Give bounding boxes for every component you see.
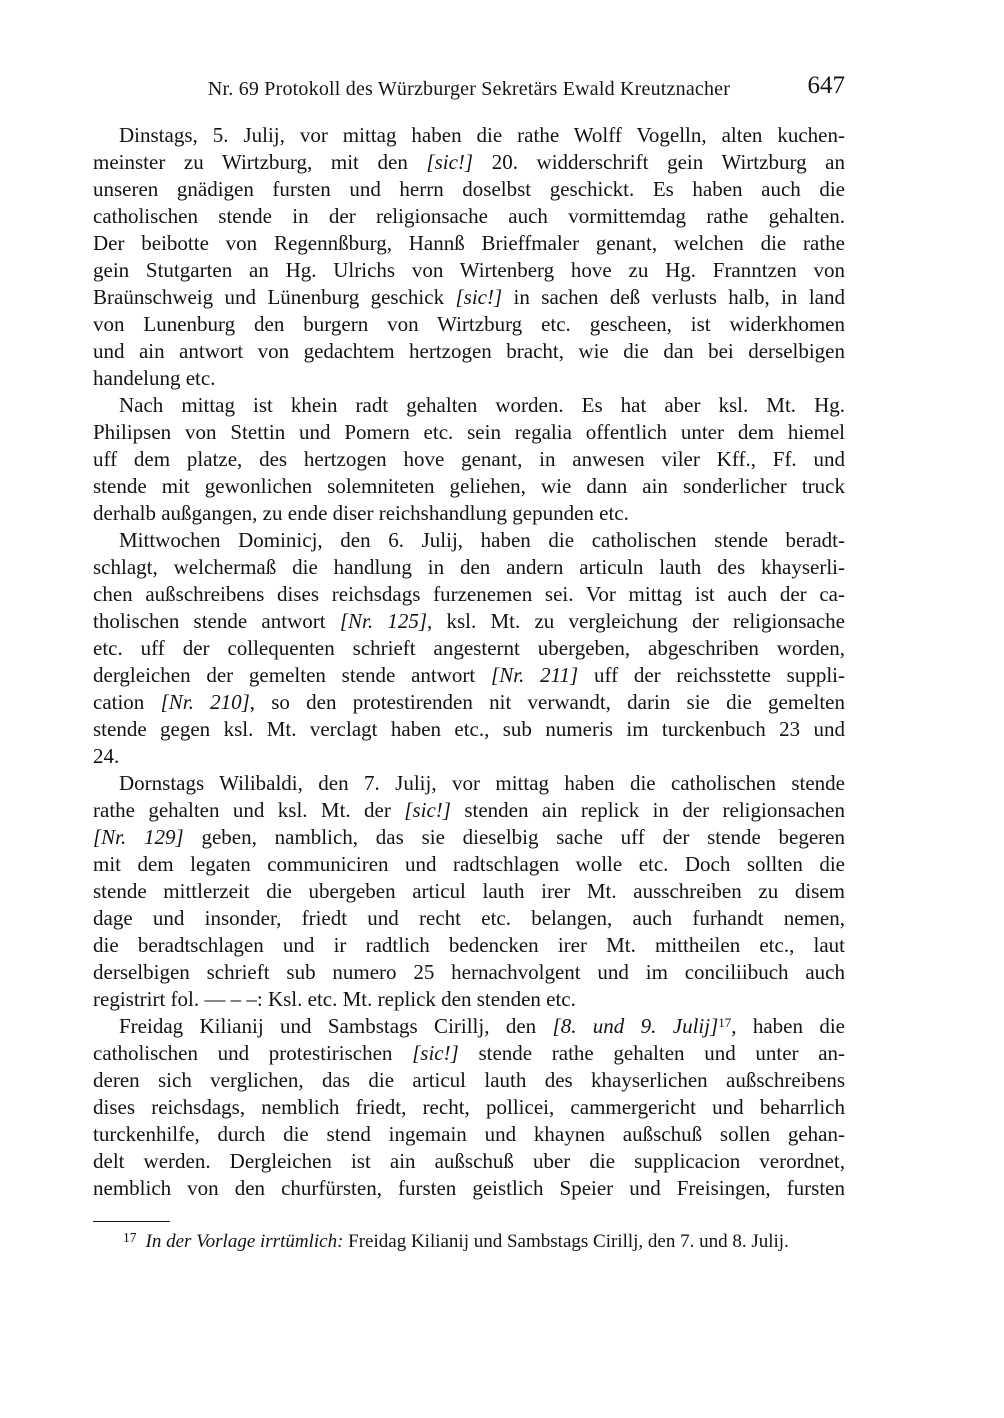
text-segment: turckenhilfe, durch die stend ingemain und khaynen außschuß sollen gehan-: [93, 1122, 845, 1146]
text-line: [93, 743, 845, 770]
text-segment: [sic!]: [404, 798, 451, 822]
text-segment: geben, namblich, das sie dieselbig sache uff der stende begeren: [183, 825, 845, 849]
text-segment: stende gegen ksl. Mt. verclagt haben etc., sub numeris im turckenbuch 23 und: [93, 717, 845, 741]
text-segment: uff dem platze, des hertzogen hove genant, in anwesen viler Kff., Ff. und: [93, 447, 845, 471]
text-line: [93, 230, 845, 257]
text-line: [93, 1175, 845, 1202]
text-segment: tholischen stende antwort: [93, 609, 340, 633]
text-line: [93, 851, 845, 878]
text-line: [93, 986, 845, 1013]
text-segment: uff der reichsstette suppli-: [578, 663, 845, 687]
footnote: [93, 1221, 845, 1254]
text-segment: mit dem legaten communiciren und radtschlagen wolle etc. Doch sollten die: [93, 852, 845, 876]
text-segment: Dinstags, 5. Julij, vor mittag haben die rathe Wolff Vogelln, alten kuchen-: [119, 123, 845, 147]
text-segment: nemblich von den churfürsten, fursten geistlich Speier und Freisingen, fursten: [93, 1176, 845, 1200]
footnote-reference: 17: [718, 1015, 732, 1030]
text-segment: In der Vorlage irrtümlich:: [145, 1231, 344, 1252]
text-line: [93, 554, 845, 581]
text-segment: , so den protestirenden nit verwandt, darin sie die gemelten: [249, 690, 845, 714]
text-line: [93, 581, 845, 608]
text-segment: [sic!]: [455, 285, 503, 309]
text-line: [93, 176, 845, 203]
page-number: 647: [807, 72, 845, 99]
text-line: [93, 1013, 845, 1040]
text-line: [93, 365, 845, 392]
text-line: [93, 527, 845, 554]
footnote-separator-rule: [93, 1221, 170, 1222]
text-line: [93, 257, 845, 284]
paragraph: [93, 527, 845, 770]
text-segment: 24.: [93, 744, 120, 768]
text-segment: meinster zu Wirtzburg, mit den: [93, 150, 427, 174]
text-segment: die beradtschlagen und ir radtlich bedencken irer Mt. mittheilen etc., laut: [93, 933, 845, 957]
text-segment: Mittwochen Dominicj, den 6. Julij, haben die catholischen stende beradt-: [119, 528, 845, 552]
text-segment: [sic!]: [426, 150, 474, 174]
text-segment: [Nr. 210]: [160, 690, 250, 714]
text-segment: dises reichsdags, nemblich friedt, recht, pollicei, cammergericht und beharrlich: [93, 1095, 845, 1119]
text-segment: deren sich verglichen, das die articul lauth des khayserlichen außschreibens: [93, 1068, 845, 1092]
footnote-marker: 17: [123, 1230, 137, 1245]
text-line: [93, 1121, 845, 1148]
text-line: [93, 311, 845, 338]
text-segment: Philipsen von Stettin und Pomern etc. sein regalia offentlich unter dem hiemel: [93, 420, 845, 444]
text-line: [93, 689, 845, 716]
text-line: [93, 1094, 845, 1121]
text-segment: , ksl. Mt. zu vergleichung der religionsache: [427, 609, 845, 633]
text-segment: gein Stutgarten an Hg. Ulrichs von Wirtenberg hove zu Hg. Franntzen von: [93, 258, 845, 282]
text-line: [93, 932, 845, 959]
text-segment: [8. und 9. Julij]: [552, 1014, 719, 1038]
text-segment: Der beibotte von Regennßburg, Hannß Brieffmaler genant, welchen die rathe: [93, 231, 845, 255]
text-line: [93, 905, 845, 932]
running-title: Nr. 69 Protokoll des Würzburger Sekretärs Ewald Kreutznacher: [207, 78, 731, 100]
text-segment: [Nr. 211]: [491, 663, 579, 687]
text-line: [93, 284, 845, 311]
text-line: [93, 797, 845, 824]
text-line: [93, 500, 845, 527]
footnote-line: [93, 1229, 845, 1254]
text-segment: [Nr. 125]: [339, 609, 427, 633]
text-line: [93, 959, 845, 986]
text-line: [93, 1148, 845, 1175]
text-line: [93, 149, 845, 176]
text-segment: catholischen stende in der religionsache auch vormittemdag rathe gehalten.: [93, 204, 845, 228]
text-line: [93, 446, 845, 473]
text-segment: [sic!]: [412, 1041, 459, 1065]
text-segment: stenden ain replick in der religionsachen: [450, 798, 845, 822]
text-segment: 20. widderschrift gein Wirtzburg an: [473, 150, 845, 174]
text-segment: unseren gnädigen fursten und herrn doselbst geschickt. Es haben auch die: [93, 177, 845, 201]
text-segment: registrirt fol. — – –: Ksl. etc. Mt. replick den stenden etc.: [93, 987, 576, 1011]
text-segment: und ain antwort von gedachtem hertzogen bracht, wie die dan bei derselbigen: [93, 339, 845, 363]
text-segment: rathe gehalten und ksl. Mt. der: [93, 798, 405, 822]
text-line: [93, 203, 845, 230]
text-line: [93, 1067, 845, 1094]
text-segment: handelung etc.: [93, 366, 216, 390]
text-segment: chen außschreibens dises reichsdags furzenemen sei. Vor mittag ist auch der ca-: [93, 582, 845, 606]
text-line: [93, 1040, 845, 1067]
text-segment: dage und insonder, friedt und recht etc. belangen, auch furhandt nemen,: [93, 906, 845, 930]
text-segment: derselbigen schrieft sub numero 25 hernachvolgent und im conciliibuch auch: [93, 960, 845, 984]
text-segment: Dornstags Wilibaldi, den 7. Julij, vor mittag haben die catholischen stende: [119, 771, 845, 795]
text-segment: stende mit gewonlichen solemniteten geliehen, wie dann ain sonderlicher truck: [93, 474, 845, 498]
text-line: [93, 824, 845, 851]
text-line: [93, 662, 845, 689]
text-line: [93, 473, 845, 500]
text-line: [93, 716, 845, 743]
paragraph: [93, 122, 845, 392]
text-segment: in sachen deß verlusts halb, in land: [502, 285, 845, 309]
paragraph: [93, 1013, 845, 1202]
text-segment: Freidag Kilianij und Sambstags Cirillj, den: [119, 1014, 553, 1038]
text-segment: schlagt, welchermaß die handlung in den andern articuln lauth des khayserli-: [93, 555, 845, 579]
paragraph: [93, 770, 845, 1013]
text-segment: Freidag Kilianij und Sambstags Cirillj, den 7. und 8. Julij.: [343, 1231, 789, 1252]
text-segment: derhalb außgangen, zu ende diser reichshandlung gepunden etc.: [93, 501, 629, 525]
text-line: [93, 878, 845, 905]
text-line: [93, 608, 845, 635]
text-segment: dergleichen der gemelten stende antwort: [93, 663, 492, 687]
text-segment: , haben die: [731, 1014, 846, 1038]
text-line: [93, 392, 845, 419]
footnote-text: [146, 1231, 789, 1252]
text-line: [93, 419, 845, 446]
text-segment: catholischen und protestirischen: [93, 1041, 413, 1065]
text-segment: [Nr. 129]: [93, 825, 184, 849]
body-text: [93, 122, 845, 1202]
text-line: [93, 635, 845, 662]
text-segment: stende rathe gehalten und unter an-: [458, 1041, 846, 1065]
text-line: [93, 770, 845, 797]
text-line: [93, 122, 845, 149]
paragraph: [93, 392, 845, 527]
text-segment: stende mittlerzeit die ubergeben articul lauth irer Mt. ausschreiben zu disem: [93, 879, 845, 903]
text-line: [93, 338, 845, 365]
text-segment: Nach mittag ist khein radt gehalten worden. Es hat aber ksl. Mt. Hg.: [119, 393, 845, 417]
text-segment: etc. uff der collequenten schrieft angesternt ubergeben, abgeschriben worden,: [93, 636, 845, 660]
text-segment: delt werden. Dergleichen ist ain außschuß uber die supplicacion verordnet,: [93, 1149, 845, 1173]
page-header: [93, 72, 845, 106]
text-segment: von Lunenburg den burgern von Wirtzburg etc. gescheen, ist widerkhomen: [93, 312, 845, 336]
text-segment: Braünschweig und Lünenburg geschick: [93, 285, 456, 309]
text-segment: cation: [93, 690, 161, 714]
